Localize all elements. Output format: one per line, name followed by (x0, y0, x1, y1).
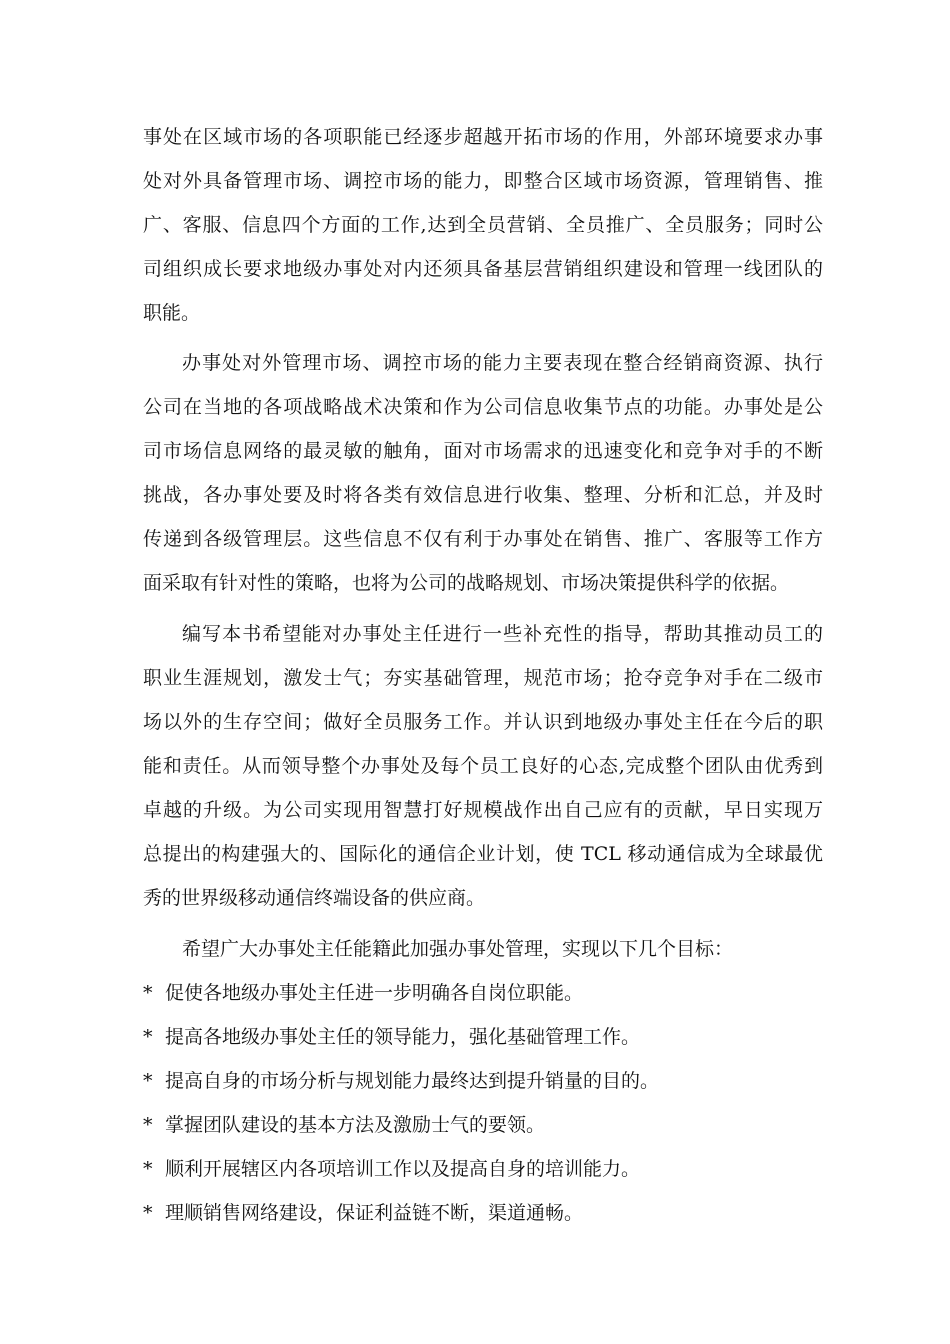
bullet-symbol: * (143, 1158, 153, 1180)
paragraph-2-line-1: 办事处对外管理市场、调控市场的能力主要表现在整合经销商资源、执行 (182, 352, 823, 374)
paragraph-2-line-2: 公司在当地的各项战略战术决策和作为公司信息收集节点的功能。办事处是公 (143, 396, 823, 418)
paragraph-2-line-3: 司市场信息网络的最灵敏的触角，面对市场需求的迅速变化和竞争对手的不断 (143, 440, 823, 462)
goal-item-4 (143, 1113, 545, 1137)
goal-text: 理顺销售网络建设，保证利益链不断，渠道通畅。 (165, 1202, 584, 1224)
bullet-symbol: * (143, 1114, 153, 1136)
paragraph-4-line-1: 希望广大办事处主任能籍此加强办事处管理，实现以下几个目标： (182, 938, 734, 960)
paragraph-1-line-4: 司组织成长要求地级办事处对内还须具备基层营销组织建设和管理一线团队的 (143, 258, 823, 280)
paragraph-3-line-4: 能和责任。从而领导整个办事处及每个员工良好的心态,完成整个团队由优秀到 (143, 755, 823, 777)
paragraph-3-line-3: 场以外的生存空间；做好全员服务工作。并认识到地级办事处主任在今后的职 (143, 711, 823, 733)
bullet-symbol: * (143, 1026, 153, 1048)
goal-text: 促使各地级办事处主任进一步明确各自岗位职能。 (165, 982, 584, 1004)
bullet-symbol: * (143, 1070, 153, 1092)
bullet-symbol: * (143, 982, 153, 1004)
goal-text: 提高各地级办事处主任的领导能力，强化基础管理工作。 (165, 1026, 641, 1048)
goal-text: 提高自身的市场分析与规划能力最终达到提升销量的目的。 (165, 1070, 660, 1092)
paragraph-3-line-5: 卓越的升级。为公司实现用智慧打好规模战作出自己应有的贡献，早日实现万 (143, 799, 823, 821)
goal-text: 顺利开展辖区内各项培训工作以及提高自身的培训能力。 (165, 1158, 641, 1180)
paragraph-2-line-6: 面采取有针对性的策略，也将为公司的战略规划、市场决策提供科学的依据。 (143, 572, 790, 594)
bullet-symbol: * (143, 1202, 153, 1224)
goal-item-3 (143, 1069, 659, 1093)
paragraph-2-line-5: 传递到各级管理层。这些信息不仅有利于办事处在销售、推广、客服等工作方 (143, 528, 823, 550)
paragraph-1-line-3: 广、客服、信息四个方面的工作,达到全员营销、全员推广、全员服务；同时公 (143, 214, 823, 236)
paragraph-3-line-2: 职业生涯规划，激发士气；夯实基础管理，规范市场；抢夺竞争对手在二级市 (143, 667, 823, 689)
paragraph-1-line-1: 事处在区域市场的各项职能已经逐步超越开拓市场的作用，外部环境要求办事 (143, 126, 823, 148)
goal-item-6 (143, 1201, 583, 1225)
paragraph-1-line-2: 处对外具备管理市场、调控市场的能力，即整合区域市场资源，管理销售、推 (143, 170, 823, 192)
paragraph-3-line-1: 编写本书希望能对办事处主任进行一些补充性的指导，帮助其推动员工的 (182, 623, 823, 645)
goal-text: 掌握团队建设的基本方法及激励士气的要领。 (165, 1114, 546, 1136)
paragraph-1-line-5: 职能。 (143, 302, 201, 324)
goal-item-2 (143, 1025, 640, 1049)
goal-item-5 (143, 1157, 640, 1181)
goal-item-1 (143, 981, 583, 1005)
paragraph-3-line-6: 总提出的构建强大的、国际化的通信企业计划，使 TCL 移动通信成为全球最优 (143, 843, 823, 865)
paragraph-3-line-7: 秀的世界级移动通信终端设备的供应商。 (143, 887, 486, 909)
paragraph-2-line-4: 挑战，各办事处要及时将各类有效信息进行收集、整理、分析和汇总，并及时 (143, 484, 823, 506)
